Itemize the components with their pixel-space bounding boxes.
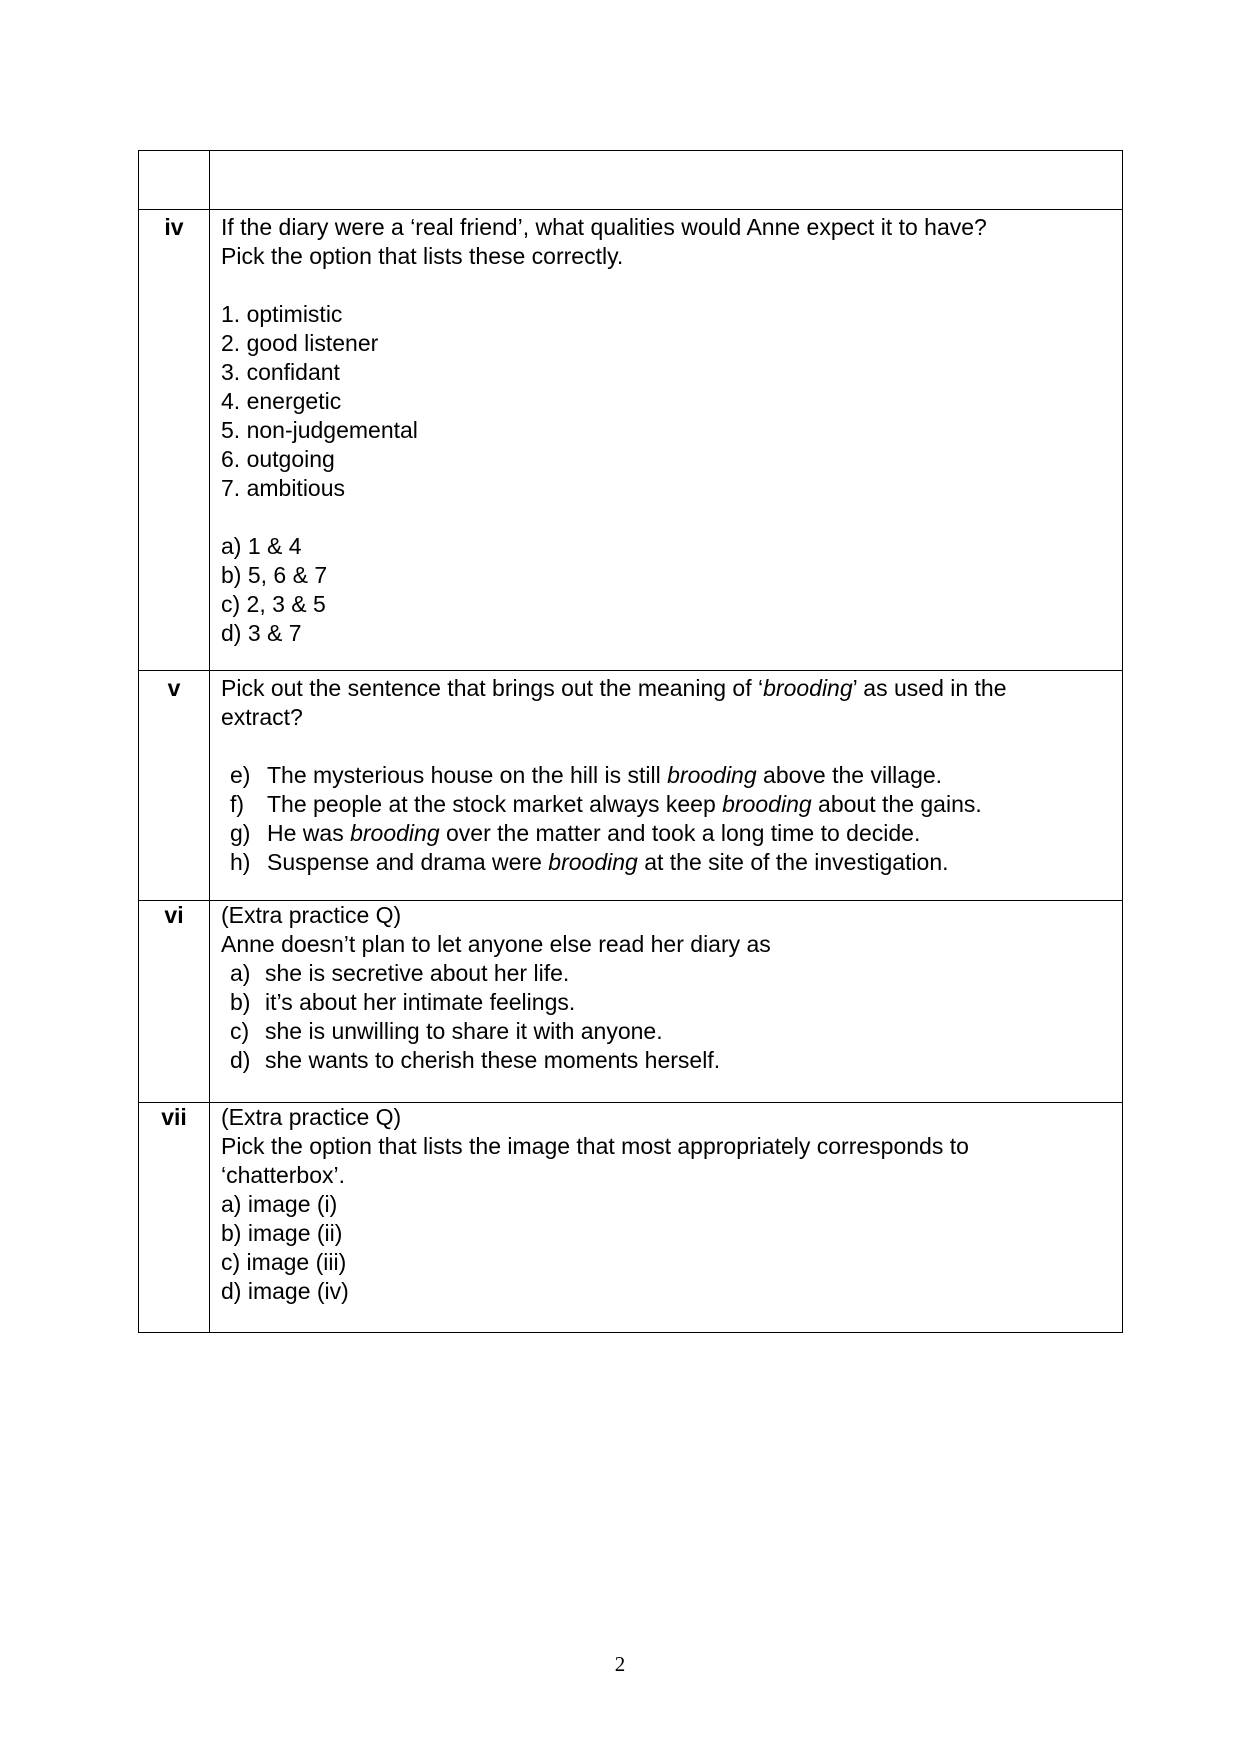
answer-option: b) 5, 6 & 7 bbox=[221, 562, 328, 588]
question-number-cell bbox=[139, 901, 210, 1103]
answer-option: f) The people at the stock market always keep brooding about the gains. bbox=[230, 791, 982, 817]
answer-option: c) 2, 3 & 5 bbox=[221, 591, 326, 617]
question-stem-line: Pick the option that lists these correctly. bbox=[221, 243, 624, 269]
answer-option: d) 3 & 7 bbox=[221, 620, 302, 646]
header-number-cell bbox=[139, 151, 210, 210]
answer-option: c) she is unwilling to share it with anyone. bbox=[230, 1018, 663, 1044]
italic-term: brooding bbox=[763, 675, 853, 701]
extra-practice-tag: (Extra practice Q) bbox=[221, 902, 402, 928]
quality-item: 1. optimistic bbox=[221, 301, 343, 327]
question-stem-line: Pick out the sentence that brings out the meaning of ‘brooding’ as used in the bbox=[221, 675, 1007, 701]
quality-item: 6. outgoing bbox=[221, 446, 335, 472]
question-number: v bbox=[167, 675, 181, 701]
header-content-cell bbox=[210, 151, 1123, 210]
quality-item: 7. ambitious bbox=[221, 475, 346, 501]
answer-option: b) it’s about her intimate feelings. bbox=[230, 989, 576, 1015]
questions-table bbox=[138, 150, 1123, 1333]
answer-option: a) she is secretive about her life. bbox=[230, 960, 570, 986]
question-number: vi bbox=[164, 902, 184, 928]
question-stem-line: ‘chatterbox’. bbox=[221, 1162, 346, 1188]
question-row-v bbox=[139, 671, 1123, 901]
question-stem-line: If the diary were a ‘real friend’, what qualities would Anne expect it to have? bbox=[221, 214, 987, 240]
question-number-cell bbox=[139, 1103, 210, 1333]
question-number-cell bbox=[139, 671, 210, 901]
question-stem-line: Anne doesn’t plan to let anyone else read her diary as bbox=[221, 931, 771, 957]
question-stem-line: Pick the option that lists the image that most appropriately corresponds to bbox=[221, 1133, 969, 1159]
question-row-iv bbox=[139, 210, 1123, 671]
question-number: vii bbox=[161, 1104, 187, 1130]
answer-option: g) He was brooding over the matter and took a long time to decide. bbox=[230, 820, 921, 846]
header-row bbox=[139, 151, 1123, 210]
question-row-vii bbox=[139, 1103, 1123, 1333]
answer-option: a) 1 & 4 bbox=[221, 533, 302, 559]
quality-item: 2. good listener bbox=[221, 330, 379, 356]
extra-practice-tag: (Extra practice Q) bbox=[221, 1104, 402, 1130]
quality-item: 4. energetic bbox=[221, 388, 342, 414]
question-number-cell bbox=[139, 210, 210, 671]
page-number: 2 bbox=[614, 1652, 626, 1676]
question-number: iv bbox=[164, 214, 184, 240]
question-content-cell bbox=[210, 901, 1123, 1103]
quality-item: 3. confidant bbox=[221, 359, 340, 385]
question-content-cell bbox=[210, 1103, 1123, 1333]
answer-option: d) image (iv) bbox=[221, 1278, 349, 1304]
question-content-cell bbox=[210, 210, 1123, 671]
quality-item: 5. non-judgemental bbox=[221, 417, 418, 443]
question-stem-line: extract? bbox=[221, 704, 303, 730]
answer-option: a) image (i) bbox=[221, 1191, 338, 1217]
question-content-cell bbox=[210, 671, 1123, 901]
answer-option: b) image (ii) bbox=[221, 1220, 343, 1246]
answer-option: d) she wants to cherish these moments herself. bbox=[230, 1047, 721, 1073]
answer-option: c) image (iii) bbox=[221, 1249, 347, 1275]
question-row-vi bbox=[139, 901, 1123, 1103]
answer-option: e) The mysterious house on the hill is still brooding above the village. bbox=[230, 762, 943, 788]
answer-option: h) Suspense and drama were brooding at the site of the investigation. bbox=[230, 849, 949, 875]
